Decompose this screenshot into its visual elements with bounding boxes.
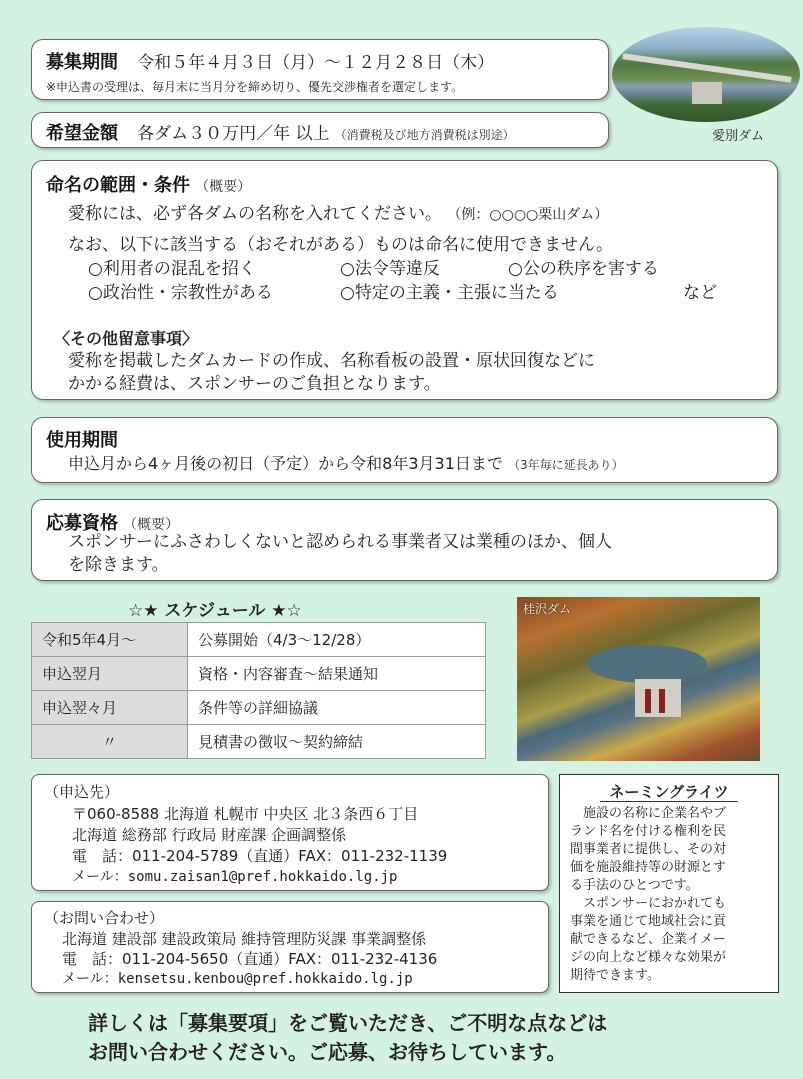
schedule-when: 令和5年4月～ [32, 623, 188, 657]
eligibility-line2: を除きます。 [68, 555, 169, 575]
footer-line1: 詳しくは「募集要項」をご覧いただき、ご不明な点などは [88, 1011, 608, 1035]
schedule-what: 資格・内容審査～結果通知 [188, 657, 486, 691]
naming-rights-box [559, 774, 779, 993]
aibetsu-dam-photo [612, 27, 800, 122]
naming-label: 命名の範囲・条件 [46, 175, 190, 196]
period-label: 募集期間 [46, 52, 118, 73]
apply-phone: 電 話：011-204-5789（直通）FAX：011-232-1139 [72, 847, 448, 865]
schedule-when: 申込翌々月 [32, 691, 188, 725]
price-box [31, 112, 609, 148]
usage-note: （3年毎に延長あり） [508, 458, 624, 472]
other-line1: 愛称を掲載したダムカードの作成、名称看板の設置・原状回復などに [68, 351, 595, 371]
table-row [32, 691, 486, 725]
eligibility-line1: スポンサーにふさわしくないと認められる事業者又は業種のほか、個人 [68, 532, 612, 552]
naming-label-note: （概要） [195, 179, 252, 195]
naming-box [31, 160, 778, 400]
contact-line1: 北海道 建設部 建設政策局 維持管理防災課 事業調整係 [62, 930, 427, 948]
eligibility-label-note: （概要） [123, 517, 180, 533]
naming-item: など [683, 283, 717, 303]
apply-email[interactable]: メール：somu.zaisan1@pref.hokkaido.lg.jp [72, 869, 398, 885]
aibetsu-dam-caption: 愛別ダム [712, 129, 765, 144]
usage-text: 申込月から4ヶ月後の初日（予定）から令和8年3月31日まで [68, 454, 503, 473]
naming-rights-title-underline [600, 801, 738, 802]
naming-item: ○法令等違反 [340, 259, 440, 279]
schedule-when: 申込翌月 [32, 657, 188, 691]
katsurazawa-dam-caption: 桂沢ダム [523, 602, 572, 616]
period-note: ※申込書の受理は、毎月末に当月分を締め切り、優先交渉権者を選定します。 [46, 80, 464, 94]
table-row [32, 725, 486, 759]
price-note: （消費税及び地方消費税は別途） [334, 128, 515, 142]
contact-label: （お問い合わせ） [44, 909, 165, 927]
contact-phone: 電 話：011-204-5650（直通）FAX：011-232-4136 [62, 950, 438, 968]
table-row [32, 623, 486, 657]
naming-item: ○公の秩序を害する [508, 259, 659, 279]
naming-item: ○利用者の混乱を招く [88, 259, 256, 279]
naming-example: （例：○○○○栗山ダム） [447, 207, 609, 223]
naming-line1: 愛称には、必ず各ダムの名称を入れてください。 [68, 204, 442, 224]
naming-item: ○特定の主義・主張に当たる [340, 283, 559, 303]
other-line2: かかる経費は、スポンサーのご負担となります。 [68, 374, 441, 394]
apply-label: （申込先） [44, 783, 120, 801]
schedule-what: 条件等の詳細協議 [188, 691, 486, 725]
period-box [31, 39, 609, 100]
eligibility-label: 応募資格 [46, 513, 118, 534]
apply-box [31, 774, 549, 891]
usage-label: 使用期間 [46, 430, 118, 451]
price-value: 各ダム３０万円／年 以上 [137, 124, 330, 144]
period-value: 令和５年４月３日（月）～１２月２８日（木） [137, 53, 495, 73]
contact-box [31, 901, 549, 993]
table-row [32, 657, 486, 691]
usage-box [31, 417, 778, 483]
naming-line2: なお、以下に該当する（おそれがある）ものは命名に使用できません。 [68, 235, 614, 255]
eligibility-box [31, 499, 778, 581]
schedule-when: 〃 [32, 725, 188, 759]
schedule-what: 見積書の徴収～契約締結 [188, 725, 486, 759]
footer-line2: お問い合わせください。ご応募、お待ちしています。 [88, 1040, 567, 1064]
schedule-title: ☆★ スケジュール ★☆ [128, 601, 302, 621]
schedule-what: 公募開始（4/3～12/28） [188, 623, 486, 657]
contact-email[interactable]: メール：kensetsu.kenbou@pref.hokkaido.lg.jp [62, 971, 413, 987]
other-label: 〈その他留意事項〉 [54, 329, 199, 348]
price-label: 希望金額 [46, 123, 118, 144]
katsurazawa-dam-photo [517, 597, 760, 761]
naming-rights-text: 施設の名称に企業名やブ ランド名を付ける権利を民 間事業者に提供し、その対 価を施設維持等の財源とす る手法のひとつです。 スポンサーにおかれても 事業を通じて地域社会に貢 献できるなど、企業イメー ジの向上など様々な効果が 期待できます。 [570, 806, 727, 983]
schedule-table [31, 622, 486, 759]
naming-rights-title: ネーミングライツ [609, 783, 729, 801]
apply-line2: 北海道 総務部 行政局 財産課 企画調整係 [72, 826, 347, 844]
naming-item: ○政治性・宗教性がある [88, 283, 273, 303]
apply-line1: 〒060-8588 北海道 札幌市 中央区 北３条西６丁目 [72, 805, 419, 823]
